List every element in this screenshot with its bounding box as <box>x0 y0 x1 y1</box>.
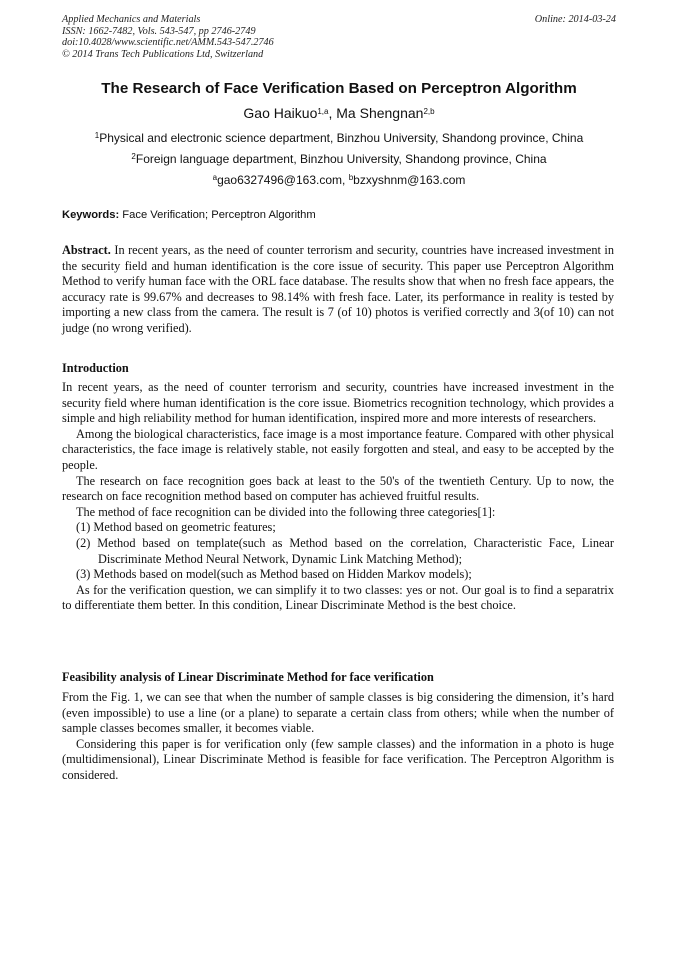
intro-paragraph: Among the biological characteristics, face image is a most importance feature. Compared with other physical characteristics, the face image is relatively stable, not easily forgotten and steal, and easy to be accepted by the people. <box>62 426 614 472</box>
journal-header <box>62 14 274 60</box>
author-name: Ma Shengnan <box>336 105 424 121</box>
email-address: bzxyshnm@163.com <box>353 173 466 187</box>
issn-line: ISSN: 1662-7482, Vols. 543-547, pp 2746-2749 <box>62 25 256 37</box>
intro-paragraph: The research on face recognition goes back at least to the 50's of the twentieth Century. Up to now, the research on face recognition method based on computer has achieved fruitful results. <box>62 473 614 504</box>
intro-paragraph: The method of face recognition can be divided into the following three categories[1]: <box>76 504 496 519</box>
method-list-item: (1) Method based on geometric features; <box>76 520 276 535</box>
doi-line: doi:10.4028/www.scientific.net/AMM.543-547.2746 <box>62 37 274 49</box>
affiliation-text: Physical and electronic science department, Binzhou University, Shandong province, China <box>99 131 584 145</box>
abstract <box>62 243 614 337</box>
abstract-text: In recent years, as the need of counter terrorism and security, countries have increased investment in the security field and human identification is the core issue of security. This paper use Perceptron Algorithm Method to verify human face with the ORL face database. The results show that when no fresh face appears, the accuracy rate is 99.67% and decreases to 98.14% with fresh face. Later, its performance in reality is tested by importing a new class from the camera. The result is 7 (of 10) photos is verified correctly and 3(of 10) can not judge (no wrong verified). <box>62 243 614 335</box>
affiliation-superscript: 2 <box>131 151 136 161</box>
affiliation-1 <box>40 131 638 146</box>
introduction-body <box>62 380 614 614</box>
author-line <box>40 104 638 122</box>
method-list-item: (2) Method based on template(such as Method based on the correlation, Characteristic Face, Linear Discriminate Method Neural Network, Dynamic Link Matching Method); <box>76 535 614 566</box>
affiliation-text: Foreign language department, Binzhou University, Shandong province, China <box>135 152 547 166</box>
keywords-label: Keywords: <box>62 209 120 221</box>
email-line <box>40 173 638 188</box>
author-name: Gao Haikuo <box>243 105 318 121</box>
affiliation-superscript: 1 <box>94 130 100 140</box>
feasibility-paragraph: From the Fig. 1, we can see that when the number of sample classes is big considering the dimension, it’s hard (even impossible) to use a line (or a plane) to separate a certain class from others; while when the number of sample classes becomes smaller, it becomes viable. <box>62 690 614 736</box>
feasibility-paragraph: Considering this paper is for verification only (few sample classes) and the information in a photo is huge (multidimensional), Linear Discriminate Method is feasible for face verification. The Perceptron Algorithm is considered. <box>62 736 614 782</box>
journal-name: Applied Mechanics and Materials <box>62 14 201 25</box>
method-list-item: (3) Methods based on model(such as Method based on Hidden Markov models); <box>76 567 472 582</box>
keywords-line <box>62 208 316 222</box>
online-date: Online: 2014-03-24 <box>534 14 616 25</box>
email-superscript: a <box>212 172 218 182</box>
abstract-paragraph <box>62 243 614 337</box>
email-separator: , <box>342 173 349 187</box>
feasibility-body <box>62 690 614 784</box>
copyright-line: © 2014 Trans Tech Publications Ltd, Switzerland <box>62 48 264 60</box>
intro-paragraph: As for the verification question, we can simplify it to two classes: yes or not. Our goal is to find a separatrix to differentiate them better. In this condition, Linear Discriminate Method is the best choice. <box>62 582 614 613</box>
paper-title: The Research of Face Verification Based on Perceptron Algorithm <box>101 80 577 97</box>
email-superscript: b <box>348 172 354 182</box>
affiliation-2 <box>40 152 638 167</box>
keywords-text: Face Verification; Perceptron Algorithm <box>119 209 316 221</box>
author-separator: , <box>328 105 337 121</box>
abstract-label: Abstract. <box>62 243 111 257</box>
author-superscript: 1,a <box>317 106 329 116</box>
author-superscript: 2,b <box>423 106 435 116</box>
introduction-heading: Introduction <box>62 361 129 375</box>
email-address: gao6327496@163.com <box>217 173 343 187</box>
intro-paragraph: In recent years, as the need of counter terrorism and security, countries have increased investment in the security field where human identification is the core issue. Biometrics recognition technology, which provides a simple and high reliability method for human identification, inspired more and more interests of researchers. <box>62 380 614 426</box>
feasibility-heading: Feasibility analysis of Linear Discriminate Method for face verification <box>62 670 434 684</box>
